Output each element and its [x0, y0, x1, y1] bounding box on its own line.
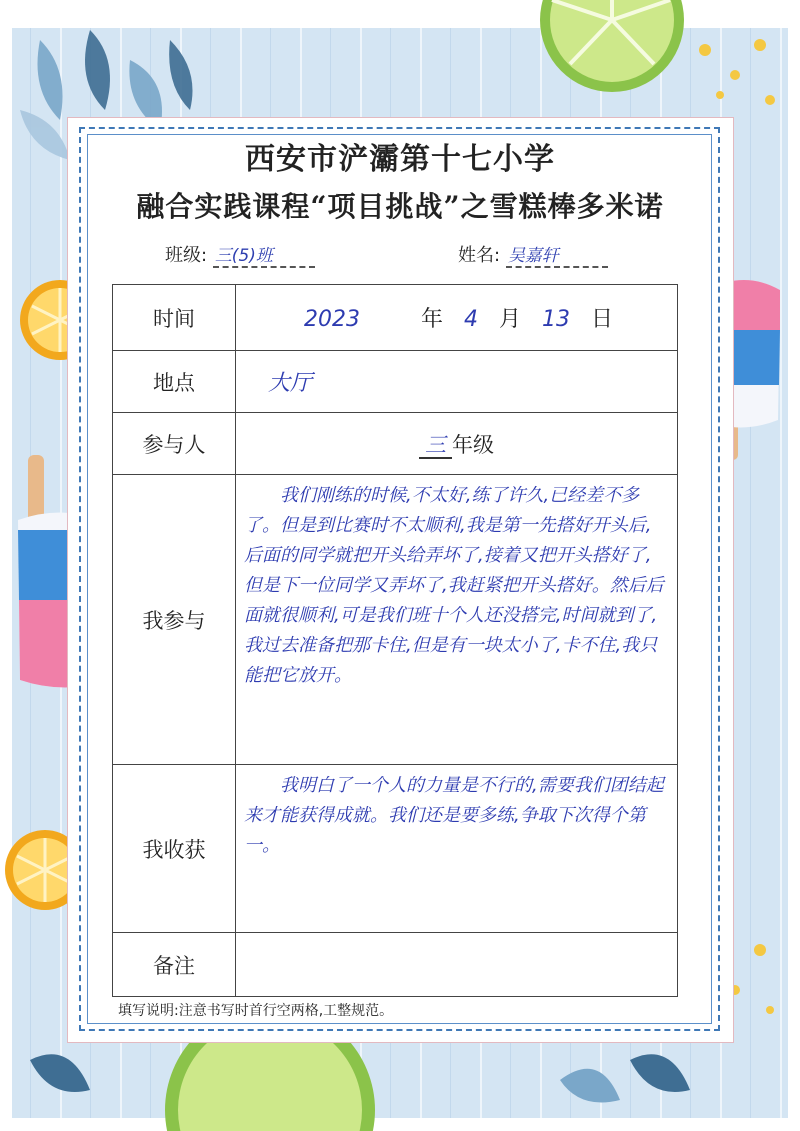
course-title: 融合实践课程“项目挑战”之雪糕棒多米诺 — [136, 190, 664, 223]
day-value: 13 — [542, 307, 571, 332]
school-title: 西安市浐灞第十七小学 — [245, 142, 555, 177]
place-value: 大厅 — [236, 351, 678, 413]
participation-text: 我们刚练的时候,不太好,练了许久,已经差不多了。但是到比赛时不太顺利,我是第一先搭好开头后,后面的同学就把开头给弄坏了,接着又把开头搭好了,但是下一位同学又弄坏了,我赶紧把开头搭好。然后后面就很顺利,可是我们班十个人还没搭完,时间就到了,我过去准备把那卡住,但是有一块太小了,卡不住,我只能把它放开。 — [244, 485, 664, 686]
class-label: 班级: — [165, 245, 208, 266]
participants-label: 参与人 — [113, 413, 236, 475]
date-value — [236, 285, 678, 351]
class-field — [165, 241, 315, 268]
class-value: 三(5)班 — [213, 241, 315, 268]
gains-text: 我明白了一个人的力量是不行的,需要我们团结起来才能获得成就。我们还是要多练,争取下次得个第一。 — [244, 775, 664, 856]
participants-value — [236, 413, 678, 475]
year-unit: 年 — [421, 307, 444, 332]
participation-label: 我参与 — [113, 475, 236, 765]
name-label: 姓名: — [458, 245, 501, 266]
month-value: 4 — [464, 307, 479, 332]
month-unit: 月 — [499, 307, 522, 332]
day-unit: 日 — [591, 307, 614, 332]
gains-label: 我收获 — [113, 765, 236, 933]
remarks-value — [236, 933, 678, 997]
record-table — [112, 284, 678, 997]
place-row — [113, 351, 678, 413]
grade-unit: 年级 — [452, 432, 494, 457]
footnote: 填写说明:注意书写时首行空两格,工整规范。 — [118, 1003, 394, 1019]
remarks-row — [113, 933, 678, 997]
name-value: 吴嘉轩 — [506, 241, 608, 268]
participants-row — [113, 413, 678, 475]
grade-value: 三 — [419, 433, 452, 459]
participation-cell — [236, 475, 678, 765]
remarks-label: 备注 — [113, 933, 236, 997]
time-label: 时间 — [113, 285, 236, 351]
gains-row — [113, 765, 678, 933]
participation-row — [113, 475, 678, 765]
place-label: 地点 — [113, 351, 236, 413]
gains-cell — [236, 765, 678, 933]
name-field — [458, 241, 608, 268]
time-row — [113, 285, 678, 351]
year-value: 2023 — [304, 307, 360, 332]
